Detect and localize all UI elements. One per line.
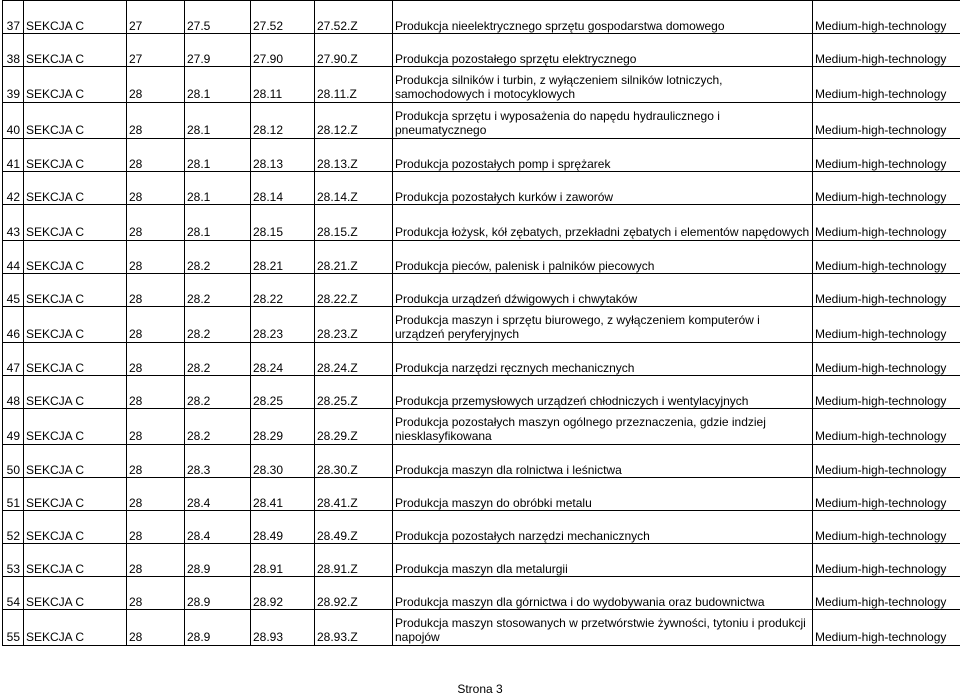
section-cell: SEKCJA C	[24, 139, 127, 172]
subclass-cell: 28.30.Z	[315, 445, 393, 478]
row-number: 37	[3, 1, 24, 34]
table-row	[3, 307, 960, 343]
subclass-cell: 28.24.Z	[315, 343, 393, 376]
group-cell: 27.9	[185, 34, 251, 67]
description-cell: Produkcja nieelektrycznego sprzętu gospodarstwa domowego	[393, 1, 813, 34]
section-cell: SEKCJA C	[24, 511, 127, 544]
division-cell: 28	[127, 103, 185, 139]
table-row	[3, 103, 960, 139]
row-number: 47	[3, 343, 24, 376]
table-row	[3, 577, 960, 610]
row-number: 48	[3, 376, 24, 409]
group-cell: 28.1	[185, 103, 251, 139]
group-cell: 28.1	[185, 172, 251, 205]
technology-level-cell: Medium-high-technology	[813, 610, 960, 646]
table-row	[3, 409, 960, 445]
technology-level-cell: Medium-high-technology	[813, 445, 960, 478]
division-cell: 28	[127, 307, 185, 343]
table-row	[3, 34, 960, 67]
section-cell: SEKCJA C	[24, 445, 127, 478]
row-number: 49	[3, 409, 24, 445]
row-number: 50	[3, 445, 24, 478]
class-cell: 28.25	[251, 376, 315, 409]
division-cell: 28	[127, 610, 185, 646]
section-cell: SEKCJA C	[24, 409, 127, 445]
classification-table	[2, 0, 960, 646]
division-cell: 28	[127, 409, 185, 445]
class-cell: 28.12	[251, 103, 315, 139]
row-number: 51	[3, 478, 24, 511]
class-cell: 28.92	[251, 577, 315, 610]
class-cell: 28.29	[251, 409, 315, 445]
technology-level-cell: Medium-high-technology	[813, 409, 960, 445]
table-row	[3, 511, 960, 544]
class-cell: 28.41	[251, 478, 315, 511]
section-cell: SEKCJA C	[24, 610, 127, 646]
description-cell: Produkcja maszyn dla górnictwa i do wydobywania oraz budownictwa	[393, 577, 813, 610]
section-cell: SEKCJA C	[24, 307, 127, 343]
technology-level-cell: Medium-high-technology	[813, 577, 960, 610]
technology-level-cell: Medium-high-technology	[813, 205, 960, 241]
subclass-cell: 28.21.Z	[315, 241, 393, 274]
description-cell: Produkcja pozostałych kurków i zaworów	[393, 172, 813, 205]
group-cell: 28.1	[185, 205, 251, 241]
technology-level-cell: Medium-high-technology	[813, 376, 960, 409]
division-cell: 28	[127, 445, 185, 478]
section-cell: SEKCJA C	[24, 577, 127, 610]
class-cell: 28.21	[251, 241, 315, 274]
section-cell: SEKCJA C	[24, 67, 127, 103]
row-number: 45	[3, 274, 24, 307]
subclass-cell: 28.12.Z	[315, 103, 393, 139]
subclass-cell: 28.11.Z	[315, 67, 393, 103]
division-cell: 28	[127, 67, 185, 103]
division-cell: 28	[127, 376, 185, 409]
description-cell: Produkcja maszyn dla rolnictwa i leśnictwa	[393, 445, 813, 478]
section-cell: SEKCJA C	[24, 103, 127, 139]
description-cell: Produkcja maszyn do obróbki metalu	[393, 478, 813, 511]
description-cell: Produkcja pozostałych pomp i sprężarek	[393, 139, 813, 172]
description-cell: Produkcja narzędzi ręcznych mechanicznych	[393, 343, 813, 376]
group-cell: 28.2	[185, 409, 251, 445]
table-row	[3, 139, 960, 172]
technology-level-cell: Medium-high-technology	[813, 172, 960, 205]
table-row	[3, 478, 960, 511]
division-cell: 28	[127, 241, 185, 274]
division-cell: 28	[127, 139, 185, 172]
section-cell: SEKCJA C	[24, 478, 127, 511]
subclass-cell: 27.52.Z	[315, 1, 393, 34]
subclass-cell: 28.49.Z	[315, 511, 393, 544]
group-cell: 28.4	[185, 478, 251, 511]
technology-level-cell: Medium-high-technology	[813, 343, 960, 376]
class-cell: 28.15	[251, 205, 315, 241]
table-row	[3, 544, 960, 577]
group-cell: 28.9	[185, 610, 251, 646]
group-cell: 28.2	[185, 307, 251, 343]
technology-level-cell: Medium-high-technology	[813, 103, 960, 139]
group-cell: 28.1	[185, 139, 251, 172]
division-cell: 28	[127, 343, 185, 376]
class-cell: 28.13	[251, 139, 315, 172]
division-cell: 28	[127, 511, 185, 544]
table-row	[3, 172, 960, 205]
group-cell: 28.2	[185, 343, 251, 376]
division-cell: 28	[127, 544, 185, 577]
table-row	[3, 343, 960, 376]
group-cell: 28.2	[185, 274, 251, 307]
subclass-cell: 28.91.Z	[315, 544, 393, 577]
table-row	[3, 241, 960, 274]
page-number-label: Strona 3	[457, 682, 503, 696]
row-number: 54	[3, 577, 24, 610]
subclass-cell: 28.15.Z	[315, 205, 393, 241]
table-row	[3, 274, 960, 307]
group-cell: 28.1	[185, 67, 251, 103]
technology-level-cell: Medium-high-technology	[813, 307, 960, 343]
technology-level-cell: Medium-high-technology	[813, 511, 960, 544]
class-cell: 28.14	[251, 172, 315, 205]
row-number: 41	[3, 139, 24, 172]
group-cell: 28.9	[185, 544, 251, 577]
description-cell: Produkcja maszyn dla metalurgii	[393, 544, 813, 577]
table-row	[3, 1, 960, 34]
technology-level-cell: Medium-high-technology	[813, 478, 960, 511]
row-number: 55	[3, 610, 24, 646]
class-cell: 27.90	[251, 34, 315, 67]
description-cell: Produkcja pozostałych narzędzi mechanicznych	[393, 511, 813, 544]
row-number: 43	[3, 205, 24, 241]
division-cell: 27	[127, 1, 185, 34]
group-cell: 28.3	[185, 445, 251, 478]
class-cell: 27.52	[251, 1, 315, 34]
class-cell: 28.22	[251, 274, 315, 307]
description-cell: Produkcja przemysłowych urządzeń chłodniczych i wentylacyjnych	[393, 376, 813, 409]
row-number: 46	[3, 307, 24, 343]
section-cell: SEKCJA C	[24, 241, 127, 274]
class-cell: 28.91	[251, 544, 315, 577]
section-cell: SEKCJA C	[24, 205, 127, 241]
row-number: 53	[3, 544, 24, 577]
class-cell: 28.23	[251, 307, 315, 343]
technology-level-cell: Medium-high-technology	[813, 274, 960, 307]
section-cell: SEKCJA C	[24, 274, 127, 307]
class-cell: 28.49	[251, 511, 315, 544]
row-number: 38	[3, 34, 24, 67]
page-footer	[0, 682, 960, 696]
group-cell: 28.4	[185, 511, 251, 544]
section-cell: SEKCJA C	[24, 376, 127, 409]
row-number: 52	[3, 511, 24, 544]
subclass-cell: 27.90.Z	[315, 34, 393, 67]
subclass-cell: 28.29.Z	[315, 409, 393, 445]
table-row	[3, 445, 960, 478]
row-number: 39	[3, 67, 24, 103]
description-cell: Produkcja sprzętu i wyposażenia do napędu hydraulicznego i pneumatycznego	[393, 103, 813, 139]
group-cell: 28.9	[185, 577, 251, 610]
division-cell: 28	[127, 172, 185, 205]
division-cell: 28	[127, 577, 185, 610]
subclass-cell: 28.93.Z	[315, 610, 393, 646]
section-cell: SEKCJA C	[24, 34, 127, 67]
technology-level-cell: Medium-high-technology	[813, 544, 960, 577]
class-cell: 28.11	[251, 67, 315, 103]
technology-level-cell: Medium-high-technology	[813, 67, 960, 103]
class-cell: 28.30	[251, 445, 315, 478]
table-row	[3, 205, 960, 241]
description-cell: Produkcja łożysk, kół zębatych, przekładni zębatych i elementów napędowych	[393, 205, 813, 241]
description-cell: Produkcja pieców, palenisk i palników piecowych	[393, 241, 813, 274]
division-cell: 28	[127, 274, 185, 307]
division-cell: 28	[127, 205, 185, 241]
technology-level-cell: Medium-high-technology	[813, 139, 960, 172]
class-cell: 28.93	[251, 610, 315, 646]
table-row	[3, 376, 960, 409]
division-cell: 28	[127, 478, 185, 511]
description-cell: Produkcja maszyn i sprzętu biurowego, z wyłączeniem komputerów i urządzeń peryferyjnych	[393, 307, 813, 343]
description-cell: Produkcja pozostałego sprzętu elektrycznego	[393, 34, 813, 67]
class-cell: 28.24	[251, 343, 315, 376]
subclass-cell: 28.13.Z	[315, 139, 393, 172]
description-cell: Produkcja pozostałych maszyn ogólnego przeznaczenia, gdzie indziej niesklasyfikowana	[393, 409, 813, 445]
subclass-cell: 28.14.Z	[315, 172, 393, 205]
table-row	[3, 610, 960, 646]
description-cell: Produkcja urządzeń dźwigowych i chwytaków	[393, 274, 813, 307]
group-cell: 27.5	[185, 1, 251, 34]
subclass-cell: 28.25.Z	[315, 376, 393, 409]
table-row	[3, 67, 960, 103]
subclass-cell: 28.41.Z	[315, 478, 393, 511]
description-cell: Produkcja silników i turbin, z wyłączeniem silników lotniczych, samochodowych i motocyklowych	[393, 67, 813, 103]
row-number: 42	[3, 172, 24, 205]
technology-level-cell: Medium-high-technology	[813, 241, 960, 274]
section-cell: SEKCJA C	[24, 544, 127, 577]
subclass-cell: 28.23.Z	[315, 307, 393, 343]
row-number: 44	[3, 241, 24, 274]
division-cell: 27	[127, 34, 185, 67]
technology-level-cell: Medium-high-technology	[813, 1, 960, 34]
technology-level-cell: Medium-high-technology	[813, 34, 960, 67]
group-cell: 28.2	[185, 376, 251, 409]
section-cell: SEKCJA C	[24, 1, 127, 34]
section-cell: SEKCJA C	[24, 343, 127, 376]
group-cell: 28.2	[185, 241, 251, 274]
description-cell: Produkcja maszyn stosowanych w przetwórstwie żywności, tytoniu i produkcji napojów	[393, 610, 813, 646]
subclass-cell: 28.22.Z	[315, 274, 393, 307]
section-cell: SEKCJA C	[24, 172, 127, 205]
row-number: 40	[3, 103, 24, 139]
subclass-cell: 28.92.Z	[315, 577, 393, 610]
